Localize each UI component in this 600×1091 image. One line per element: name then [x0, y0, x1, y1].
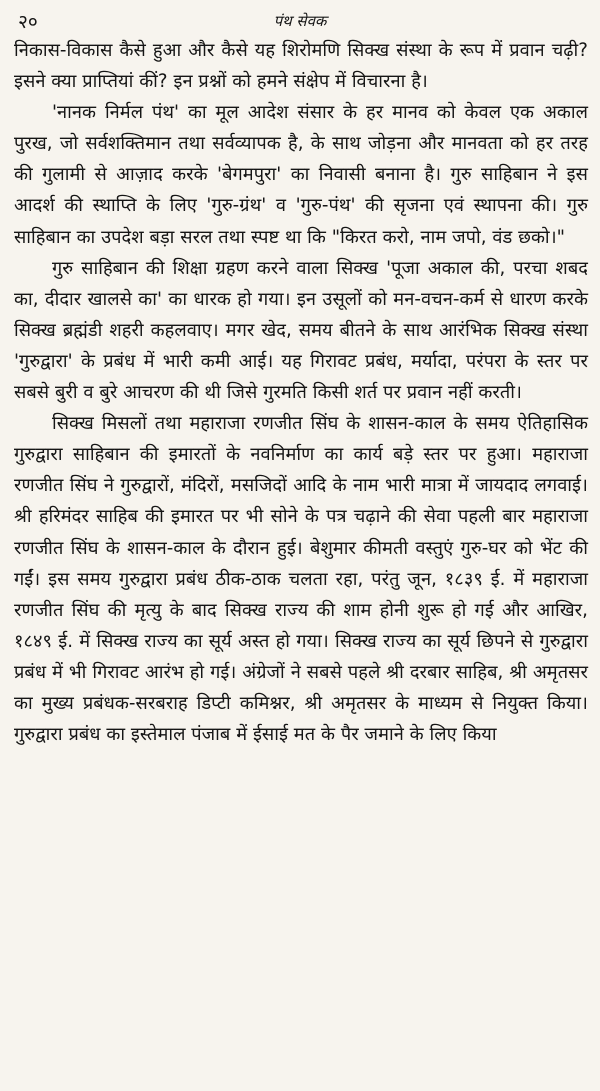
body-text [14, 35, 588, 750]
page-number: २० [18, 11, 38, 33]
paragraph-4: सिक्ख मिसलों तथा महाराजा रणजीत सिंघ के शासन-काल के समय ऐतिहासिक गुरुद्वारा साहिबान की इमारतों के नवनिर्माण का कार्य बड़े स्तर पर हुआ। महाराजा रणजीत सिंघ ने गुरुद्वारों, मंदिरों, मसजिदों आदि के नाम भारी मात्रा में जायदाद लगवाई। श्री हरिमंदर साहिब की इमारत पर भी सोने के पत्र चढ़ाने की सेवा पहली बार महाराजा रणजीत सिंघ के शासन-काल के दौरान हुई। बेशुमार कीमती वस्तुएं गुरु-घर को भेंट की गईं। इस समय गुरुद्वारा प्रबंध ठीक-ठाक चलता रहा, परंतु जून, १८३९ ई. में महाराजा रणजीत सिंघ की मृत्यु के बाद सिक्ख राज्य की शाम होनी शुरू हो गई और आखिर, १८४९ ई. में सिक्ख राज्य का सूर्य अस्त हो गया। सिक्ख राज्य का सूर्य छिपने से गुरुद्वारा प्रबंध में भी गिरावट आरंभ हो गई। अंग्रेजों ने सबसे पहले श्री दरबार साहिब, श्री अमृतसर का मुख्य प्रबंधक-सरबराह डिप्टी कमिश्नर, श्री अमृतसर के माध्यम से नियुक्त किया। गुरुद्वारा प्रबंध का इस्तेमाल पंजाब में ईसाई मत के पैर जमाने के लिए किया [14, 413, 588, 746]
paragraph-1: निकास-विकास कैसे हुआ और कैसे यह शिरोमणि सिक्ख संस्था के रूप में प्रवान चढ़ी? इसने क्या प्राप्तियां कीं? इन प्रश्नों को हमने संक्षेप में विचारना है। [14, 40, 588, 93]
paragraph-2: 'नानक निर्मल पंथ' का मूल आदेश संसार के हर मानव को केवल एक अकाल पुरख, जो सर्वशक्तिमान तथा सर्वव्यापक है, के साथ जोड़ना और मानवता को हर तरह की गुलामी से आज़ाद करके 'बेगमपुरा' का निवासी बनाना है। गुरु साहिबान ने इस आदर्श की स्थाप्ति के लिए 'गुरु-ग्रंथ' व 'गुरु-पंथ' की सृजना एवं स्थापना की। गुरु साहिबान का उपदेश बड़ा सरल तथा स्पष्ट था कि "किरत करो, नाम जपो, वंड छको।" [14, 102, 588, 248]
paragraph-3: गुरु साहिबान की शिक्षा ग्रहण करने वाला सिक्ख 'पूजा अकाल की, परचा शबद का, दीदार खालसे का' का धारक हो गया। इन उसूलों को मन-वचन-कर्म से धारण करके सिक्ख ब्रह्मंडी शहरी कहलवाए। मगर खेद, समय बीतने के साथ आरंभिक सिक्ख संस्था 'गुरुद्वारा' के प्रबंध में भारी कमी आई। यह गिरावट प्रबंध, मर्यादा, परंपरा के स्तर पर सबसे बुरी व बुरे आचरण की थी जिसे गुरमति किसी शर्त पर प्रवान नहीं करती। [14, 257, 588, 404]
page-header [14, 6, 586, 36]
running-head: पंथ सेवक [273, 12, 327, 30]
